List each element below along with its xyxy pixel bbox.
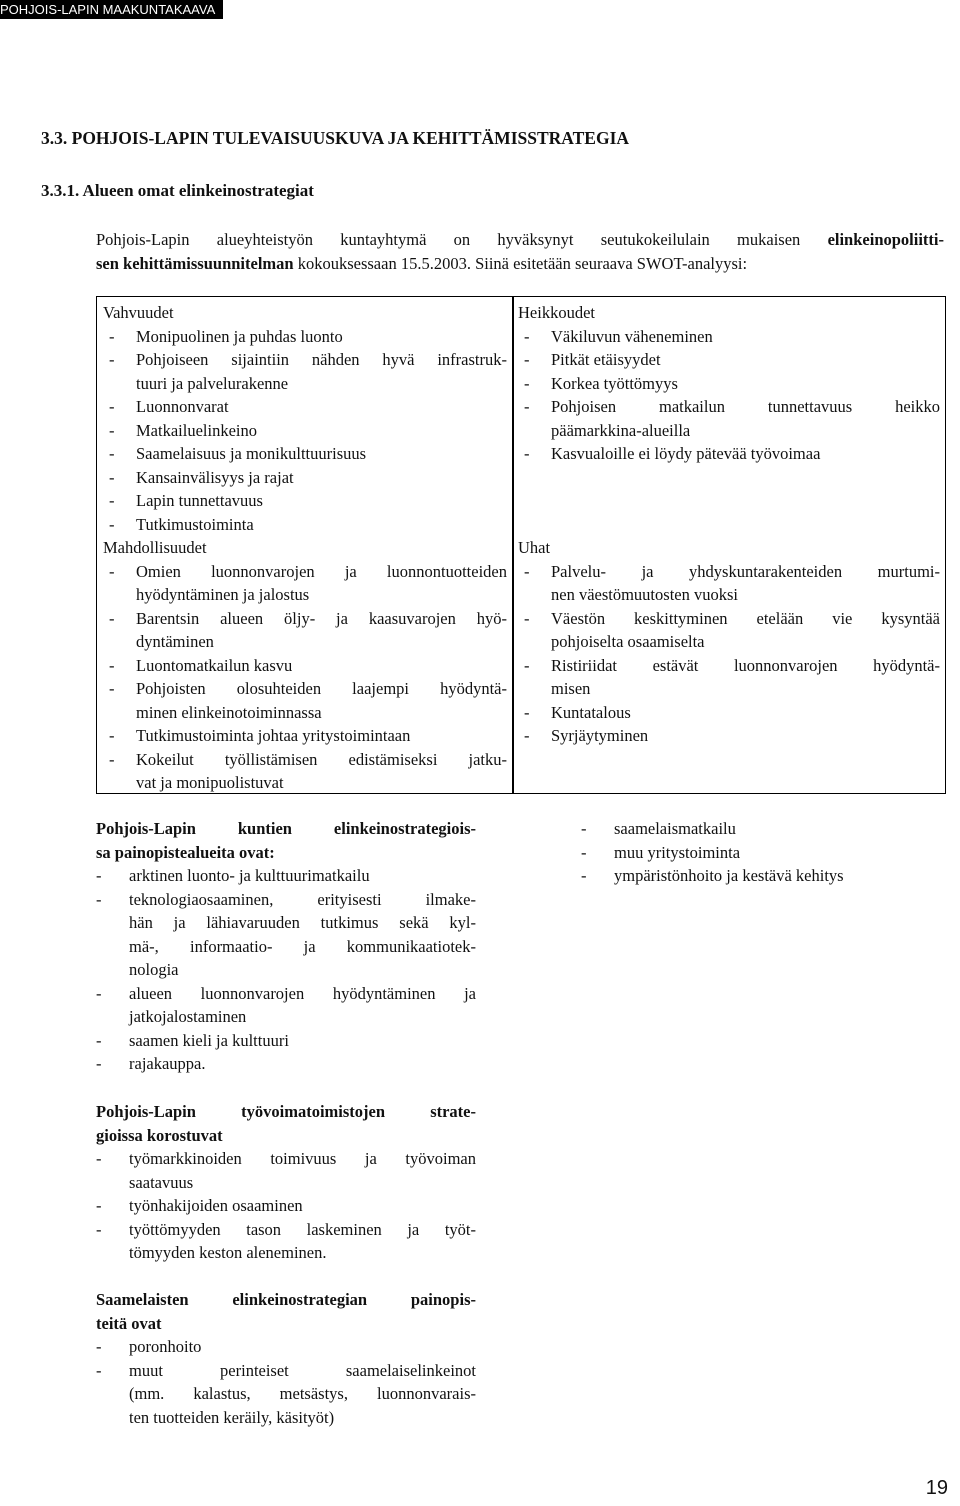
municipal-item [96, 1052, 476, 1076]
sami-item-line: ten tuotteiden keräily, käsityöt) [129, 1407, 335, 1427]
bullet-dash: - [581, 842, 587, 862]
municipal-item-text [129, 1052, 476, 1076]
weakness-item-line: Pitkät etäisyydet [551, 350, 661, 369]
bullet-dash: - [96, 866, 102, 885]
municipal-list [96, 864, 476, 1076]
bullet-dash: - [109, 491, 115, 510]
opportunity-item-line: vat ja monipuolistuvat [136, 773, 284, 792]
weakness-item [518, 395, 940, 442]
sami-item-text [129, 1359, 476, 1430]
employment-item-line: saatavuus [129, 1172, 194, 1192]
threat-item [518, 724, 940, 748]
bullet-dash: - [109, 561, 115, 581]
municipal-item-line: saamen kieli ja kulttuuri [129, 1030, 289, 1050]
municipal-right-item [581, 864, 941, 888]
strength-item-text [136, 419, 507, 443]
municipal-strategies [96, 817, 476, 1076]
swot-opportunities [103, 536, 507, 795]
strength-item-line: Luonnonvarat [136, 397, 229, 416]
opportunity-item-line: Tutkimustoiminta johtaa yritystoimintaan [136, 726, 411, 745]
bullet-dash: - [109, 726, 115, 745]
opportunity-item-line: minen elinkeinotoiminnassa [136, 702, 322, 722]
strength-item-line: tuuri ja palvelurakenne [136, 373, 289, 393]
opportunity-item-line: Luontomatkailun kasvu [136, 655, 293, 675]
opportunity-item-line: hyödyntäminen ja jalostus [136, 585, 310, 604]
threat-item [518, 701, 940, 725]
bullet-dash: - [524, 726, 530, 745]
bullet-dash: - [581, 819, 587, 838]
strength-item-line: Saamelaisuus ja monikulttuurisuus [136, 444, 367, 463]
sami-item-text [129, 1335, 476, 1359]
employment-item-text [129, 1218, 476, 1265]
employment-item [96, 1147, 476, 1194]
swot-strengths [103, 301, 507, 536]
strength-item [103, 325, 507, 349]
bullet-dash: - [96, 889, 102, 909]
bullet-dash: - [96, 1149, 102, 1168]
strength-item [103, 513, 507, 537]
weakness-item-line: Kasvualoille ei löydy pätevää työvoimaa [551, 444, 821, 463]
bullet-dash: - [524, 373, 530, 393]
employment-item-text [129, 1194, 476, 1218]
bullet-dash: - [109, 467, 115, 487]
employment-item-line: työmarkkinoiden toimivuus ja työvoiman [129, 1149, 476, 1168]
municipal-right-item-line: ympäristönhoito ja kestävä kehitys [614, 866, 844, 885]
weaknesses-list [518, 325, 940, 466]
threat-item [518, 560, 940, 607]
threat-item-text [551, 724, 940, 748]
bullet-dash: - [109, 679, 115, 698]
bullet-dash: - [109, 655, 115, 675]
threat-item [518, 607, 940, 654]
sami-item-line: poronhoito [129, 1337, 202, 1356]
municipal-item [96, 864, 476, 888]
strength-item-line: Monipuolinen ja puhdas luonto [136, 326, 343, 346]
bullet-dash: - [524, 397, 530, 416]
municipal-title-line: Pohjois-Lapin kuntien elinkeinostrategiois- [96, 819, 476, 838]
sami-item-line: muut perinteiset saamelaiselinkeinot [129, 1360, 476, 1380]
bullet-dash: - [109, 749, 115, 769]
employment-item [96, 1218, 476, 1265]
sami-item-line: (mm. kalastus, metsästys, luonnonvarais- [129, 1384, 476, 1403]
opportunity-item-line: Barentsin alueen öljy- ja kaasuvarojen hyö- [136, 608, 507, 628]
opportunity-item [103, 724, 507, 748]
bullet-dash: - [96, 1054, 102, 1073]
municipal-item-line: mä-, informaatio- ja kommunikaatiotek- [129, 936, 476, 956]
swot-divider [512, 297, 514, 793]
municipal-item [96, 982, 476, 1029]
sami-strategies [96, 1288, 476, 1429]
strength-item-text [136, 442, 507, 466]
employment-office-strategies [96, 1100, 476, 1265]
employment-item-text [129, 1147, 476, 1194]
strength-item-line: Kansainvälisyys ja rajat [136, 467, 294, 487]
employment-title [96, 1100, 476, 1147]
employment-title-line: Pohjois-Lapin työvoimatoimistojen strate- [96, 1102, 476, 1121]
municipal-item-text [129, 982, 476, 1029]
threats-title: Uhat [518, 538, 551, 557]
intro-text-2b: kokouksessaan 15.5.2003. Siinä esitetään seuraava SWOT-analyysi: [293, 253, 748, 273]
strength-item-text [136, 395, 507, 419]
municipal-item [96, 888, 476, 982]
municipal-right-item [581, 817, 941, 841]
opportunity-item [103, 677, 507, 724]
sami-item [96, 1359, 476, 1430]
header-title: POHJOIS-LAPIN MAAKUNTAKAAVA [0, 2, 216, 17]
opportunity-item [103, 607, 507, 654]
threat-item-text [551, 607, 940, 654]
municipal-title-line: sa painopistealueita ovat: [96, 842, 275, 862]
threat-item-text [551, 560, 940, 607]
threat-item [518, 654, 940, 701]
bullet-dash: - [109, 608, 115, 628]
opportunity-item-line: dyntäminen [136, 632, 214, 651]
municipal-item-line: arktinen luonto- ja kulttuurimatkailu [129, 866, 370, 885]
opportunity-item [103, 560, 507, 607]
threat-item-line: Väestön keskittyminen etelään vie kysyntää [551, 608, 940, 628]
weakness-item [518, 442, 940, 466]
swot-threats [518, 536, 940, 748]
opportunity-item-line: Kokeilut työllistämisen edistämiseksi jatku- [136, 749, 507, 769]
sami-title [96, 1288, 476, 1335]
weakness-item-text [551, 442, 940, 466]
strength-item [103, 442, 507, 466]
opportunity-item-text [136, 724, 507, 748]
bullet-dash: - [109, 514, 115, 534]
bullet-dash: - [96, 1219, 102, 1239]
strengths-list [103, 325, 507, 537]
bullet-dash: - [96, 983, 102, 1003]
swot-table [96, 296, 946, 794]
intro-bold-2a: sen kehittämissuunnitelman [96, 253, 294, 273]
subsection-heading: 3.3.1. Alueen omat elinkeinostrategiat [41, 181, 314, 200]
strength-item-line: Tutkimustoiminta [136, 514, 254, 534]
weakness-item [518, 348, 940, 372]
strength-item-line: Matkailuelinkeino [136, 420, 257, 440]
page-number: 19 [925, 1476, 948, 1499]
swot-weaknesses [518, 301, 940, 466]
sami-item [96, 1335, 476, 1359]
bullet-dash: - [109, 444, 115, 463]
bullet-dash: - [96, 1030, 102, 1050]
bullet-dash: - [524, 444, 530, 463]
threat-item-line: Kuntatalous [551, 702, 631, 722]
bullet-dash: - [109, 326, 115, 346]
threat-item-line: nen väestömuutosten vuoksi [551, 585, 738, 604]
sami-title-line: teitä ovat [96, 1313, 162, 1333]
weakness-item-text [551, 325, 940, 349]
municipal-item-line: nologia [129, 960, 179, 979]
weakness-item-line: Korkea työttömyys [551, 373, 678, 393]
weakness-item [518, 325, 940, 349]
municipal-item [96, 1029, 476, 1053]
threat-item-line: misen [551, 679, 591, 698]
strength-item-text [136, 489, 507, 513]
bullet-dash: - [524, 702, 530, 722]
opportunity-item [103, 654, 507, 678]
municipal-item-text [129, 888, 476, 982]
weakness-item-text [551, 348, 940, 372]
strength-item [103, 419, 507, 443]
weakness-item [518, 372, 940, 396]
strength-item-text [136, 348, 507, 395]
employment-item [96, 1194, 476, 1218]
bullet-dash: - [524, 326, 530, 346]
bullet-dash: - [109, 350, 115, 369]
weakness-item-line: Väkiluvun väheneminen [551, 326, 713, 346]
threat-item-line: Syrjäytyminen [551, 726, 649, 745]
opportunity-item-line: Pohjoisten olosuhteiden laajempi hyödyntä- [136, 679, 507, 698]
municipal-item-line: teknologiaosaaminen, erityisesti ilmake- [129, 889, 476, 909]
bullet-dash: - [109, 420, 115, 440]
opportunity-item-text [136, 677, 507, 724]
opportunity-item-text [136, 654, 507, 678]
municipal-right-item-text [614, 841, 941, 865]
intro-bold-1b: elinkeinopoliitti- [827, 230, 944, 249]
weakness-item-line: Pohjoisen matkailun tunnettavuus heikko [551, 397, 940, 416]
strengths-title: Vahvuudet [103, 303, 174, 322]
opportunity-item-text [136, 748, 507, 795]
weakness-item-text [551, 372, 940, 396]
opportunity-item-text [136, 560, 507, 607]
strength-item [103, 348, 507, 395]
municipal-item-line: jatkojalostaminen [129, 1007, 247, 1026]
bullet-dash: - [524, 350, 530, 369]
bullet-dash: - [96, 1360, 102, 1380]
municipal-item-line: alueen luonnonvarojen hyödyntäminen ja [129, 983, 476, 1003]
bullet-dash: - [524, 561, 530, 581]
employment-item-line: työttömyyden tason laskeminen ja työt- [129, 1219, 476, 1239]
strength-item [103, 489, 507, 513]
opportunities-title: Mahdollisuudet [103, 538, 207, 557]
threat-item-line: Ristiriidat estävät luonnonvarojen hyödyntä- [551, 655, 940, 675]
bullet-dash: - [524, 608, 530, 628]
municipal-right-item-line: muu yritystoiminta [614, 842, 741, 862]
weakness-item-line: päämarkkina-alueilla [551, 420, 691, 440]
weaknesses-title: Heikkoudet [518, 303, 595, 322]
strength-item-text [136, 466, 507, 490]
sami-title-line: Saamelaisten elinkeinostrategian painopis- [96, 1290, 476, 1309]
employment-list [96, 1147, 476, 1265]
municipal-right-item [581, 841, 941, 865]
strength-item-text [136, 325, 507, 349]
strength-item [103, 466, 507, 490]
strength-item-text [136, 513, 507, 537]
document-header [0, 0, 223, 19]
strength-item [103, 395, 507, 419]
bullet-dash: - [96, 1337, 102, 1356]
strength-item-line: Pohjoiseen sijaintiin nähden hyvä infrastruk- [136, 350, 507, 369]
employment-item-line: työnhakijoiden osaaminen [129, 1196, 303, 1215]
municipal-item-line: rajakauppa. [129, 1054, 206, 1073]
threat-item-line: pohjoiselta osaamiselta [551, 632, 705, 651]
opportunity-item [103, 748, 507, 795]
bullet-dash: - [96, 1196, 102, 1215]
municipal-right-item-text [614, 864, 941, 888]
threat-item-text [551, 654, 940, 701]
bullet-dash: - [524, 655, 530, 675]
intro-line-2 [96, 252, 944, 276]
intro-text-1a: Pohjois-Lapin alueyhteistyön kuntayhtymä on hyväksynyt seutukokeilulain mukaisen [96, 230, 828, 249]
bullet-dash: - [109, 397, 115, 416]
employment-title-line: gioissa korostuvat [96, 1125, 223, 1145]
sami-list [96, 1335, 476, 1429]
strength-item-line: Lapin tunnettavuus [136, 491, 263, 510]
municipal-title [96, 817, 476, 864]
municipal-item-text [129, 864, 476, 888]
municipal-right-item-line: saamelaismatkailu [614, 819, 736, 838]
intro-paragraph [96, 228, 944, 275]
opportunities-list [103, 560, 507, 795]
threat-item-text [551, 701, 940, 725]
employment-item-line: tömyyden keston aleneminen. [129, 1243, 327, 1262]
weakness-item-text [551, 395, 940, 442]
municipal-item-text [129, 1029, 476, 1053]
municipal-item-line: hän ja lähiavaruuden tutkimus sekä kyl- [129, 913, 476, 932]
intro-line-1 [96, 228, 944, 252]
opportunity-item-text [136, 607, 507, 654]
threats-list [518, 560, 940, 748]
municipal-right-item-text [614, 817, 941, 841]
threat-item-line: Palvelu- ja yhdyskuntarakenteiden murtumi- [551, 561, 940, 581]
municipal-strategies-continued [581, 817, 941, 888]
section-heading: 3.3. POHJOIS-LAPIN TULEVAISUUSKUVA JA KEHITTÄMISSTRATEGIA [41, 128, 630, 148]
bullet-dash: - [581, 866, 587, 885]
opportunity-item-line: Omien luonnonvarojen ja luonnontuotteiden [136, 561, 507, 581]
municipal-list-right [581, 817, 941, 888]
